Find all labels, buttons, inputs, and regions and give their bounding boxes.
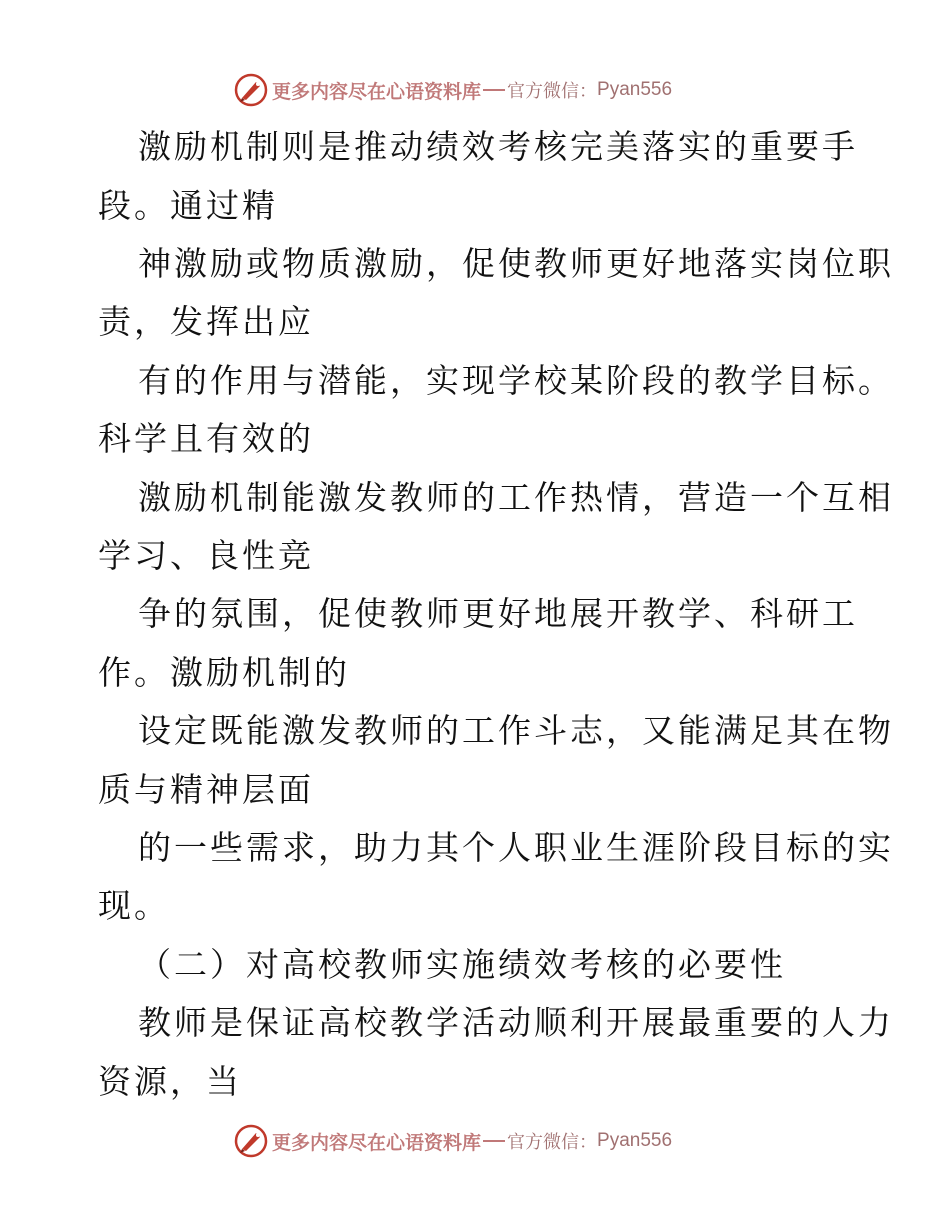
pen-logo-icon (234, 73, 268, 107)
text-line: 科学且有效的 (98, 419, 314, 458)
text-line: 设定既能激发教师的工作斗志，又能满足其在物 (138, 711, 894, 750)
text-line: 的一些需求，助力其个人职业生涯阶段目标的实 (138, 828, 894, 867)
watermark-label: 官方微信： (507, 1132, 598, 1153)
watermark-dash (483, 89, 505, 91)
section-heading: （二）对高校教师实施绩效考核的必要性 (138, 945, 786, 984)
text-line: 争的氛围，促使教师更好地展开教学、科研工 (138, 594, 858, 633)
text-line: 资源，当 (98, 1062, 242, 1101)
text-line: 教师是保证高校教学活动顺利开展最重要的人力 (138, 1003, 894, 1042)
text-line: 现。 (98, 886, 170, 925)
text-line: 激励机制能激发教师的工作热情，营造一个互相 (138, 478, 894, 517)
text-line: 责，发挥出应 (98, 302, 314, 341)
watermark-dash (483, 1140, 505, 1142)
footer-watermark (234, 1123, 672, 1159)
watermark-brand: 更多内容尽在心语资料库 (272, 80, 482, 103)
text-line: 激励机制则是推动绩效考核完美落实的重要手 (138, 127, 858, 166)
text-line: 作。激励机制的 (98, 653, 350, 692)
header-watermark (234, 72, 672, 108)
text-line: 质与精神层面 (98, 770, 314, 809)
text-line: 学习、良性竞 (98, 536, 314, 575)
watermark-label: 官方微信： (507, 81, 598, 102)
text-line: 有的作用与潜能，实现学校某阶段的教学目标。 (138, 361, 894, 400)
text-line: 段。通过精 (98, 186, 278, 225)
watermark-id: Pyan556 (597, 79, 673, 100)
pen-logo-icon (234, 1124, 268, 1158)
watermark-brand: 更多内容尽在心语资料库 (272, 1131, 482, 1154)
watermark-id: Pyan556 (597, 1130, 673, 1151)
text-line: 神激励或物质激励，促使教师更好地落实岗位职 (138, 244, 894, 283)
